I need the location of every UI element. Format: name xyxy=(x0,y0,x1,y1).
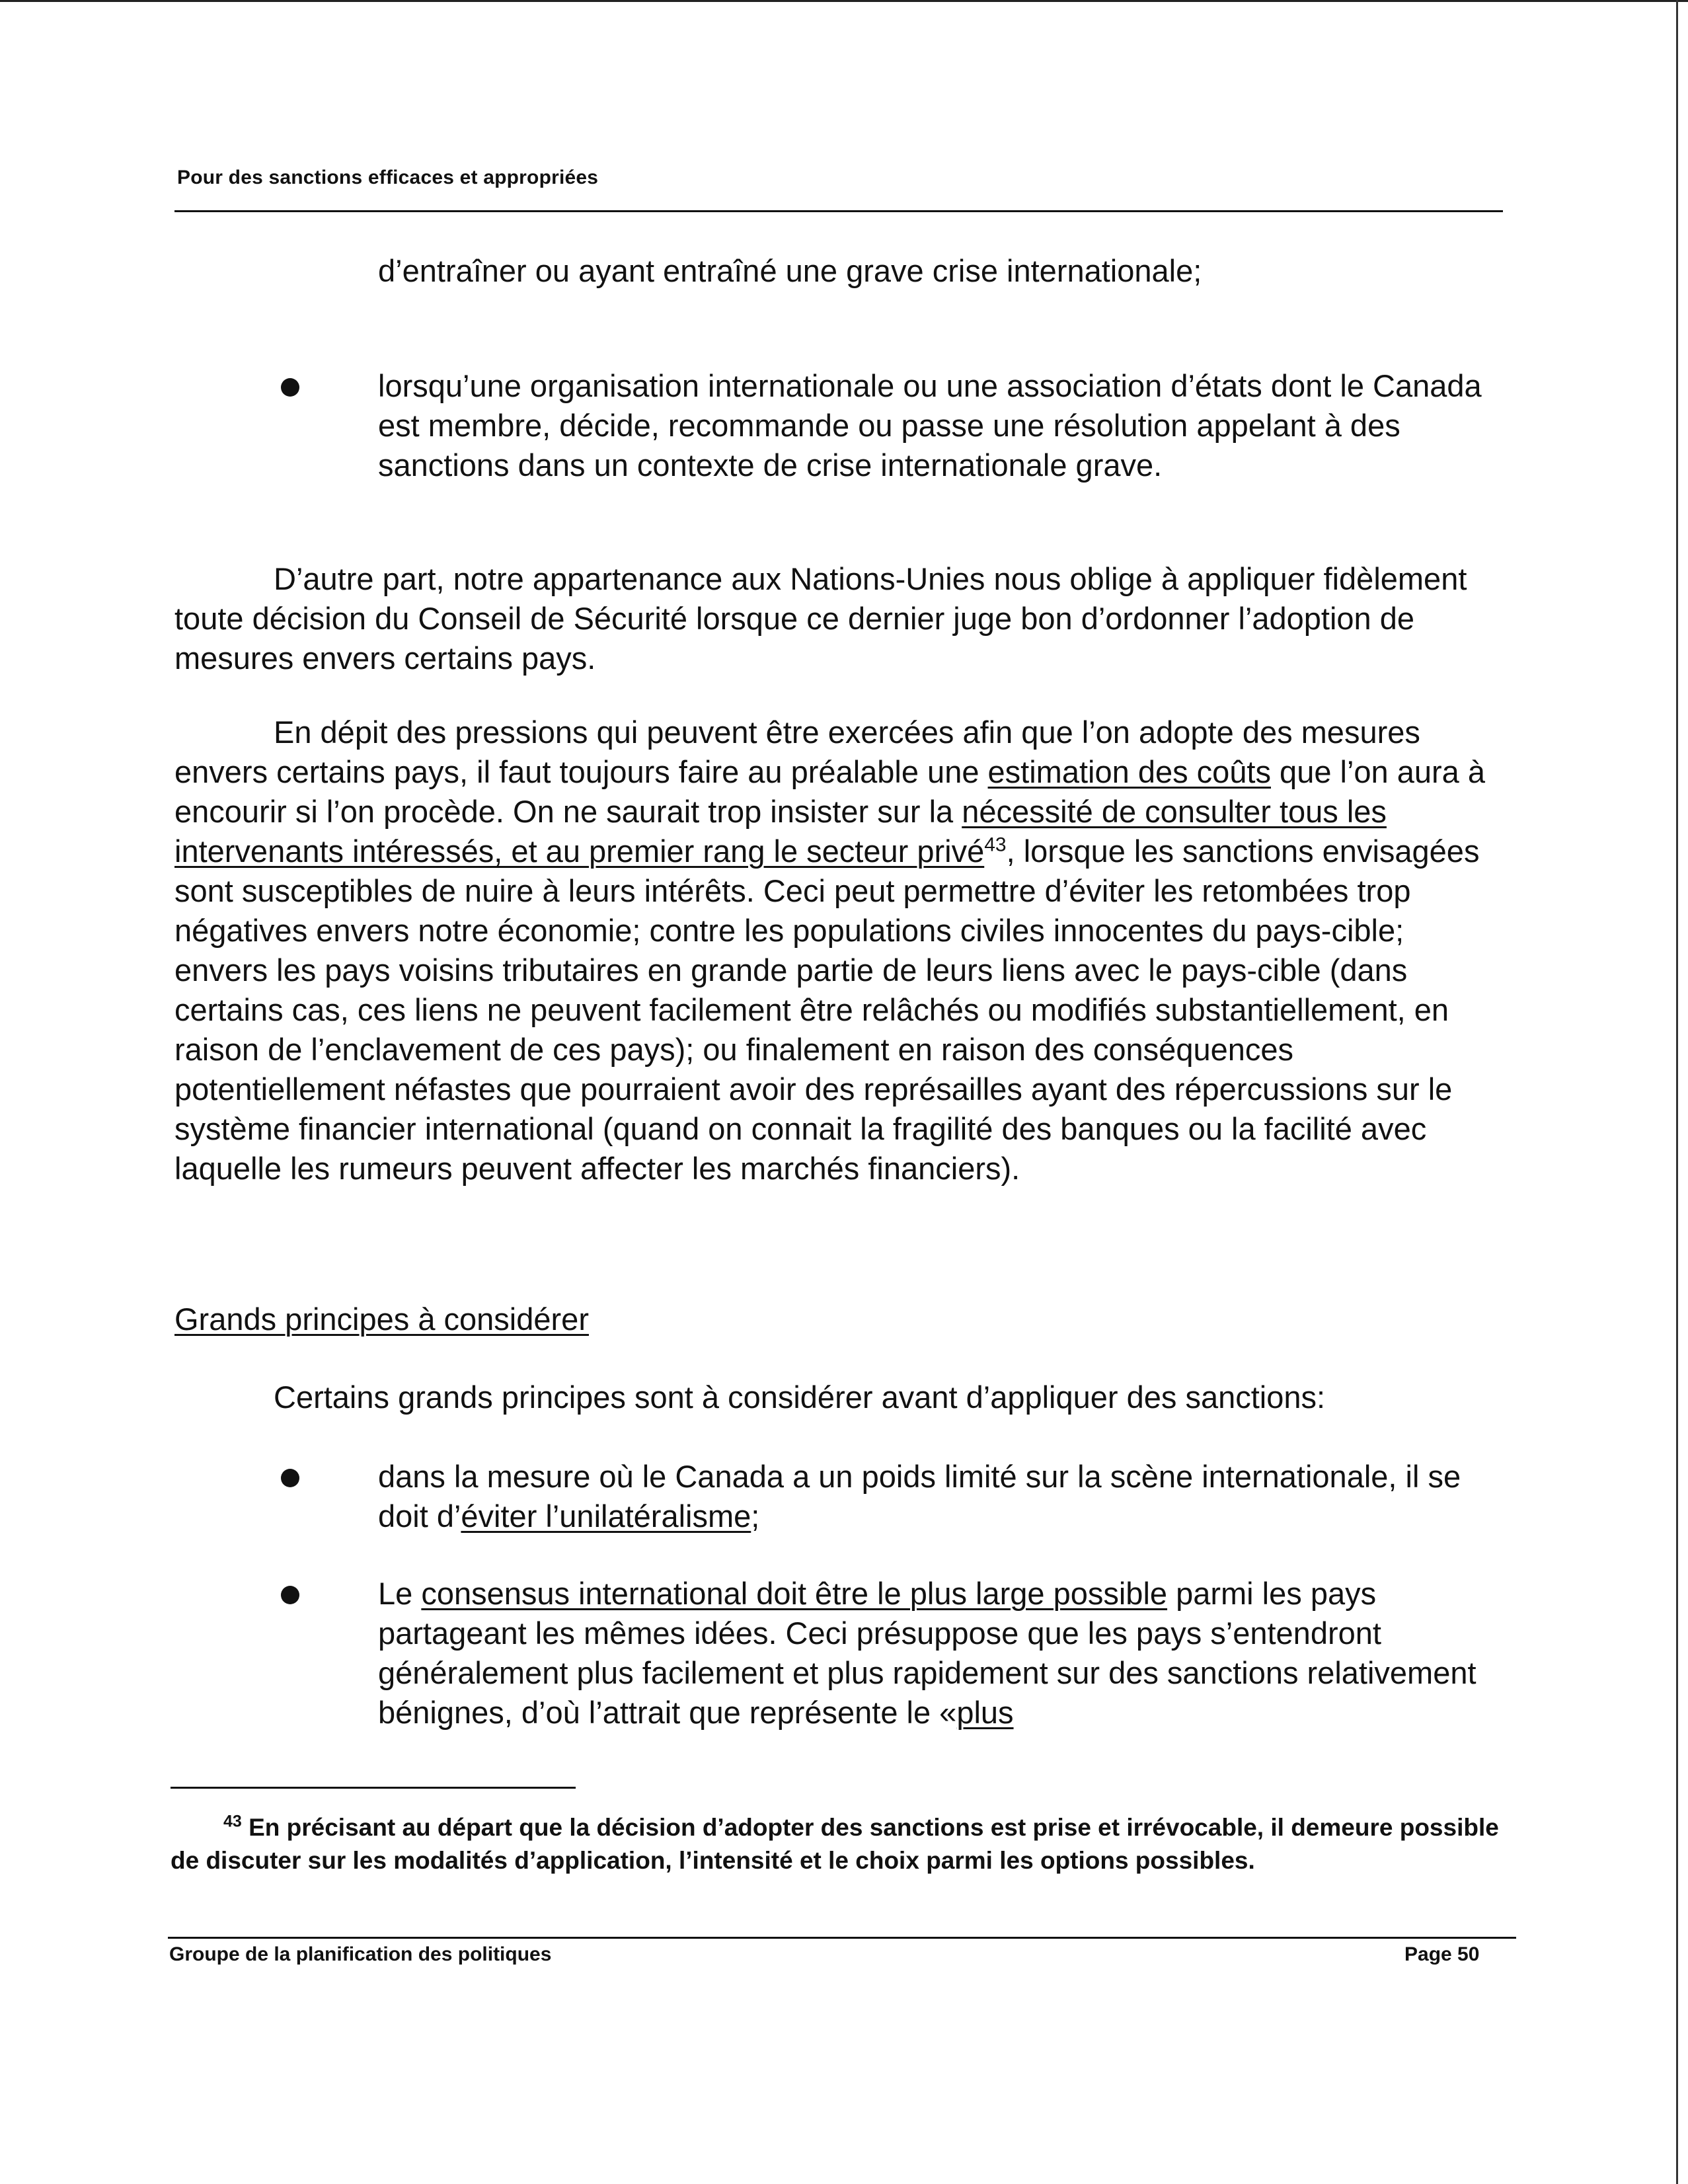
paragraph-un-obligation xyxy=(174,559,1503,678)
bullet-item-2-text xyxy=(378,1457,1502,1536)
bullet-3-part-1: Le xyxy=(378,1576,422,1611)
bullet-item-3-text xyxy=(378,1574,1502,1733)
running-header-title: Pour des sanctions efficaces et appropriées xyxy=(177,167,599,188)
footnote-43 xyxy=(171,1811,1506,1877)
footer-rule xyxy=(168,1937,1516,1939)
underlined-plus: plus xyxy=(956,1695,1014,1730)
bullet-icon xyxy=(281,1586,299,1604)
paragraph-cost-estimation xyxy=(174,713,1503,1189)
paragraph-un-obligation-text: D’autre part, notre appartenance aux Nations-Unies nous oblige à appliquer fidèlement toute décision du Conseil de Sécurité lorsque ce dernier juge bon d’ordonner l’adoption de mesures envers certains pays. xyxy=(174,561,1467,676)
scan-edge-top xyxy=(0,0,1688,2)
bullet-2-part-1: dans la mesure où le Canada a un poids limité sur la scène internationale, il se doit d’ xyxy=(378,1459,1461,1534)
section-intro xyxy=(174,1378,1503,1417)
page-number: Page 50 xyxy=(1404,1943,1480,1965)
paragraph-cost-part-1: En dépit des pressions qui peuvent être exercées afin que l’on adopte des mesures envers certains pays, il faut toujours faire au préalable une xyxy=(174,715,1420,789)
bullet-icon xyxy=(281,1469,299,1487)
bullet-item-1-text: lorsqu’une organisation internationale ou une association d’états dont le Canada est membre, décide, recommande ou passe une résolution appelant à des sanctions dans un contexte de crise internationale grave. xyxy=(378,368,1482,483)
bullet-icon xyxy=(281,378,299,397)
bullet-2-part-2: ; xyxy=(751,1499,760,1534)
paragraph-cost-part-2: que l’on aura à encourir si l’on procède. On ne saurait trop insister sur la xyxy=(174,754,1486,829)
footnote-number: 43 xyxy=(223,1812,242,1831)
footnote-text: En précisant au départ que la décision d’adopter des sanctions est prise et irrévocable, il demeure possible de discuter sur les modalités d’application, l’intensité et le choix parmi les options possibles. xyxy=(171,1814,1499,1874)
underlined-consensus: consensus international doit être le plus large possible xyxy=(421,1576,1168,1611)
scan-edge-right xyxy=(1676,0,1678,2184)
footnote-reference[interactable]: 43 xyxy=(984,834,1007,856)
bullet-3-part-2: parmi les pays partageant les mêmes idées. Ceci présuppose que les pays s’entendront généralement plus facilement et plus rapidement sur des sanctions relativement bénignes, d’où l’attrait que représente le « xyxy=(378,1576,1477,1730)
section-intro-text: Certains grands principes sont à considérer avant d’appliquer des sanctions: xyxy=(274,1380,1326,1415)
section-heading-text: Grands principes à considérer xyxy=(174,1302,589,1337)
footnote-separator xyxy=(171,1787,576,1789)
header-rule xyxy=(174,210,1503,212)
section-heading xyxy=(174,1300,589,1339)
continuation-line: d’entraîner ou ayant entraîné une grave crise internationale; xyxy=(378,253,1202,288)
underlined-unilateralism: éviter l’unilatéralisme xyxy=(461,1499,751,1534)
paragraph-cost-part-3: , lorsque les sanctions envisagées sont susceptibles de nuire à leurs intérêts. Ceci peut permettre d’éviter les retombées trop négatives envers notre économie; contre les populations civiles innocentes du pays-cible; envers les pays voisins tributaires en grande partie de leurs liens avec le pays-cible (dans certains cas, ces liens ne peuvent facilement être relâchés ou modifiés substantiellement, en raison de l’enclavement de ces pays); ou finalement en raison des conséquences potentiellement néfastes que pourraient avoir des représailles ayant des répercussions sur le système financier international (quand on connait la fragilité des banques ou la facilité avec laquelle les rumeurs peuvent affecter les marchés financiers). xyxy=(174,834,1480,1186)
underlined-cost-estimation: estimation des coûts xyxy=(987,754,1271,789)
footer-organization: Groupe de la planification des politiques xyxy=(169,1943,552,1965)
underlined-consultation: nécessité de consulter tous les intervenants intéressés, et au premier rang le secteur privé xyxy=(174,794,1387,869)
